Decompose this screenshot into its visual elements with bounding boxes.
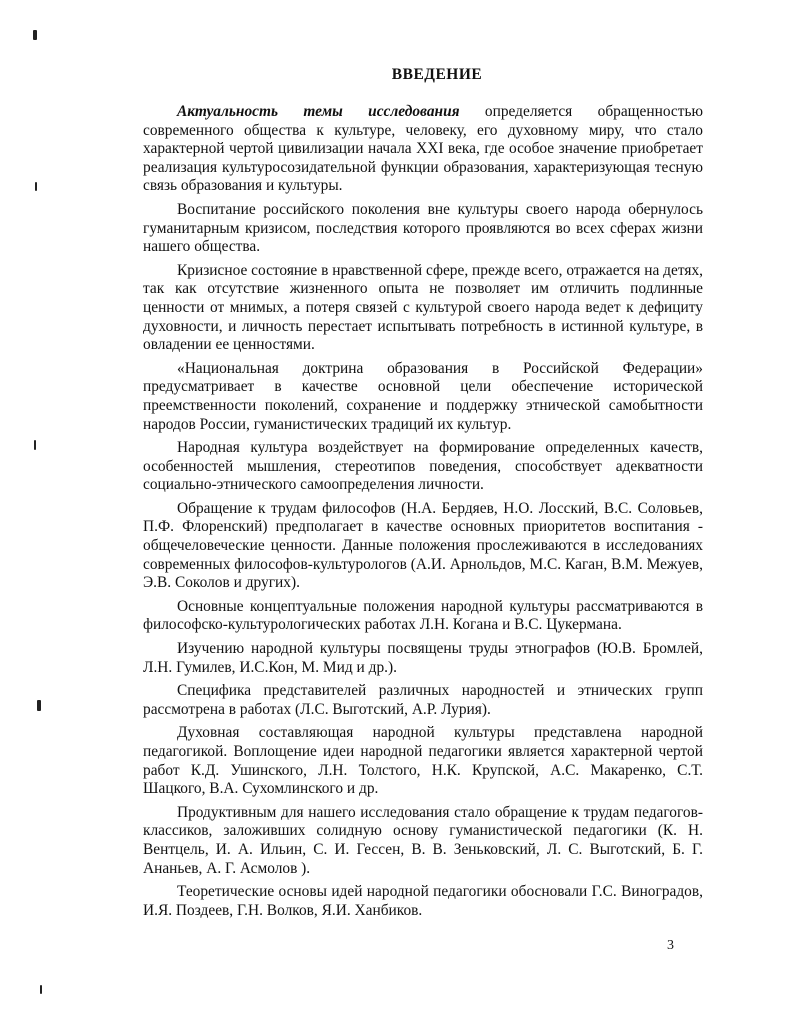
- paragraph: Обращение к трудам философов (Н.А. Бердяев, Н.О. Лосский, B.C. Соловьев, П.Ф. Флоренский) предполагает в качестве основных приоритетов воспитания - общечеловеческие ценности. Данные положения прослеживаются в исследованиях современных философов-культурологов (А.И. Арнольдов, М.С. Каган, В.М. Межуев, Э.В. Соколов и других).: [143, 499, 703, 592]
- scan-mark: [34, 440, 36, 450]
- paragraph: Кризисное состояние в нравственной сфере, прежде всего, отражается на детях, так как отсутствие жизненного опыта не позволяет им отличить подлинные ценности от мнимых, а потеря связей с культурой своего народа ведет к дефициту духовности, и личность перестает испытывать потребность в истинной культуре, в овладении ее ценностями.: [143, 261, 703, 354]
- scan-mark: [33, 30, 37, 40]
- scan-mark: [37, 700, 41, 711]
- paragraph-text: определяется обращенностью современного общества к культуре, человеку, его духовному миру, что стало характерной чертой цивилизации начала XXI века, где особое значение приобретает реализация культуросозидательной функции образования, характеризующая тесную связь образования и культуры.: [143, 103, 703, 195]
- paragraph: Народная культура воздействует на формирование определенных качеств, особенностей мышления, стереотипов поведения, способствует адекватности социально-этнического самоопределения личности.: [143, 439, 703, 494]
- paragraph: Воспитание российского поколения вне культуры своего народа обернулось гуманитарным кризисом, последствия которого проявляются во всех сферах жизни нашего общества.: [143, 200, 703, 256]
- paragraph: Теоретические основы идей народной педагогики обосновали Г.С. Виноградов, И.Я. Поздеев, Г.Н. Волков, Я.И. Ханбиков.: [143, 883, 703, 919]
- paragraph: Изучению народной культуры посвящены труды этнографов (Ю.В. Бромлей, Л.Н. Гумилев, И.С.Кон, М. Мид и др.).: [143, 640, 703, 676]
- paragraph: «Национальная доктрина образования в Российской Федерации» предусматривает в качестве основной цели обеспечение исторической преемственности поколений, сохранение и поддержку этнической самобытности народов России, гуманистических традиций их культур.: [143, 359, 703, 433]
- paragraph: Духовная составляющая народной культуры представлена народной педагогикой. Воплощение идеи народной педагогики является характерной чертой работ К.Д. Ушинского, Л.Н. Толстого, Н.К. Крупской, А.С. Макаренко, С.Т. Шацкого, В.А. Сухомлинского и др.: [143, 724, 703, 798]
- paragraph: Основные концептуальные положения народной культуры рассматриваются в философско-культурологических работах Л.Н. Когана и B.C. Цукермана.: [143, 597, 703, 634]
- page-number: 3: [667, 938, 674, 953]
- scan-mark: [35, 182, 37, 191]
- scan-mark: [40, 985, 42, 994]
- body-text: [143, 103, 703, 925]
- paragraph: [143, 103, 703, 196]
- paragraph: Специфика представителей различных народностей и этнических групп рассмотрена в работах (Л.С. Выготский, А.Р. Лурия).: [143, 682, 703, 718]
- paragraph-lead: Актуальность темы исследования: [177, 103, 460, 120]
- page-heading: ВВЕДЕНИЕ: [391, 66, 483, 83]
- paragraph: Продуктивным для нашего исследования стало обращение к трудам педагогов-классиков, заложивших солидную основу гуманистической педагогики (К. Н. Вентцель, И. А. Ильин, С. И. Гессен, В. В. Зеньковский, Л. С. Выготский, Б. Г. Ананьев, А. Г. Асмолов ).: [143, 803, 703, 877]
